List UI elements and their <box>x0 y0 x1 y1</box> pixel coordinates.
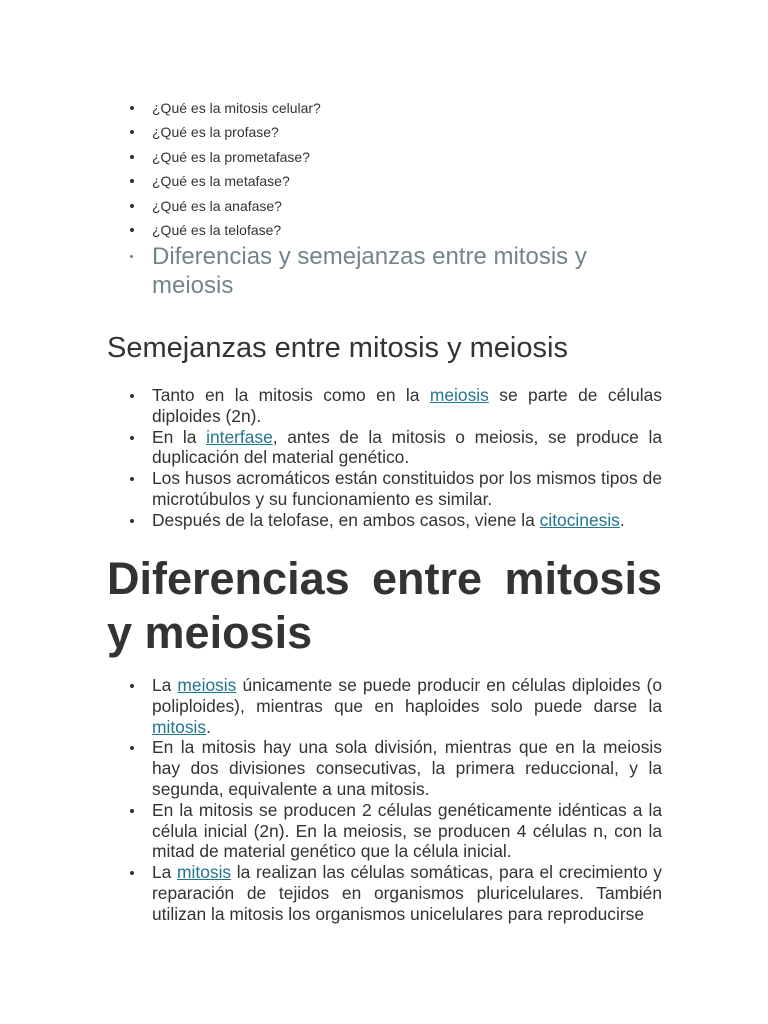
toc-item-diferencias-semejanzas[interactable] <box>107 242 662 300</box>
semejanzas-list <box>107 385 662 531</box>
semejanzas-heading: Semejanzas entre mitosis y meiosis <box>107 332 568 364</box>
list-item <box>107 862 662 924</box>
toc-item-metafase[interactable] <box>107 169 662 193</box>
item-text: La <box>152 675 178 695</box>
item-text: se parte de células diploides (2n). <box>152 385 662 426</box>
list-item <box>107 427 662 469</box>
list-item <box>107 385 662 427</box>
toc-item-anafase[interactable] <box>107 194 662 218</box>
item-text: Los husos acromáticos están constituidos por los mismos tipos de microtúbulos y su funcionamiento es similar. <box>152 468 662 509</box>
item-text: La <box>152 862 178 883</box>
toc-item-label[interactable]: ¿Qué es la prometafase? <box>152 148 310 165</box>
list-item <box>107 675 662 737</box>
item-text: . <box>206 716 211 737</box>
citocinesis-link[interactable]: citocinesis <box>539 509 620 530</box>
list-item <box>107 468 662 510</box>
item-text: Después de la telofase, en ambos casos, viene la <box>152 509 540 530</box>
toc-item-profase[interactable] <box>107 120 662 144</box>
diferencias-list <box>107 675 662 925</box>
item-text: la realizan las células somáticas, para el crecimiento y reparación de tejidos en organismos pluricelulares. También utilizan la mitosis los organismos unicelulares para reproducirse <box>152 862 662 924</box>
item-text: En la mitosis hay una sola división, mientras que en la meiosis hay dos divisiones consecutivas, la primera reduccional, y la segunda, equivalente a una mitosis. <box>152 737 662 799</box>
meiosis-link[interactable]: meiosis <box>429 385 489 405</box>
toc-item-label[interactable]: ¿Qué es la telofase? <box>152 222 282 239</box>
mitosis-link[interactable]: mitosis <box>152 716 207 737</box>
interfase-link[interactable]: interfase <box>206 426 273 447</box>
toc-item-label[interactable]: ¿Qué es la profase? <box>152 124 279 141</box>
item-text: En la <box>152 426 207 447</box>
diferencias-heading: Diferencias entre mitosis y meiosis <box>107 553 662 658</box>
item-text: . <box>619 509 625 530</box>
toc-item-prometafase[interactable] <box>107 145 662 169</box>
toc-item-label[interactable]: Diferencias y semejanzas entre mitosis y meiosis <box>152 243 587 300</box>
list-item <box>107 800 662 862</box>
toc-item-mitosis[interactable] <box>107 96 662 120</box>
item-text: En la mitosis se producen 2 células genéticamente idénticas a la célula inicial (2n). En la meiosis, se producen 4 células n, con la mitad de material genético que la célula inicial. <box>152 799 662 862</box>
toc-item-label[interactable]: ¿Qué es la anafase? <box>152 197 282 214</box>
item-text: Tanto en la mitosis como en la <box>152 385 430 405</box>
toc-item-label[interactable]: ¿Qué es la metafase? <box>152 173 290 190</box>
mitosis-link[interactable]: mitosis <box>177 862 232 883</box>
toc-item-label[interactable]: ¿Qué es la mitosis celular? <box>152 100 321 116</box>
meiosis-link[interactable]: meiosis <box>177 675 237 695</box>
table-of-contents <box>107 96 662 300</box>
list-item <box>107 737 662 799</box>
item-text: , antes de la mitosis o meiosis, se produce la duplicación del material genético. <box>152 426 662 468</box>
list-item <box>107 510 662 531</box>
item-text: únicamente se puede producir en células diploides (o poliploides), mientras que en haploides solo puede darse la <box>152 675 662 716</box>
toc-item-telofase[interactable] <box>107 218 662 242</box>
